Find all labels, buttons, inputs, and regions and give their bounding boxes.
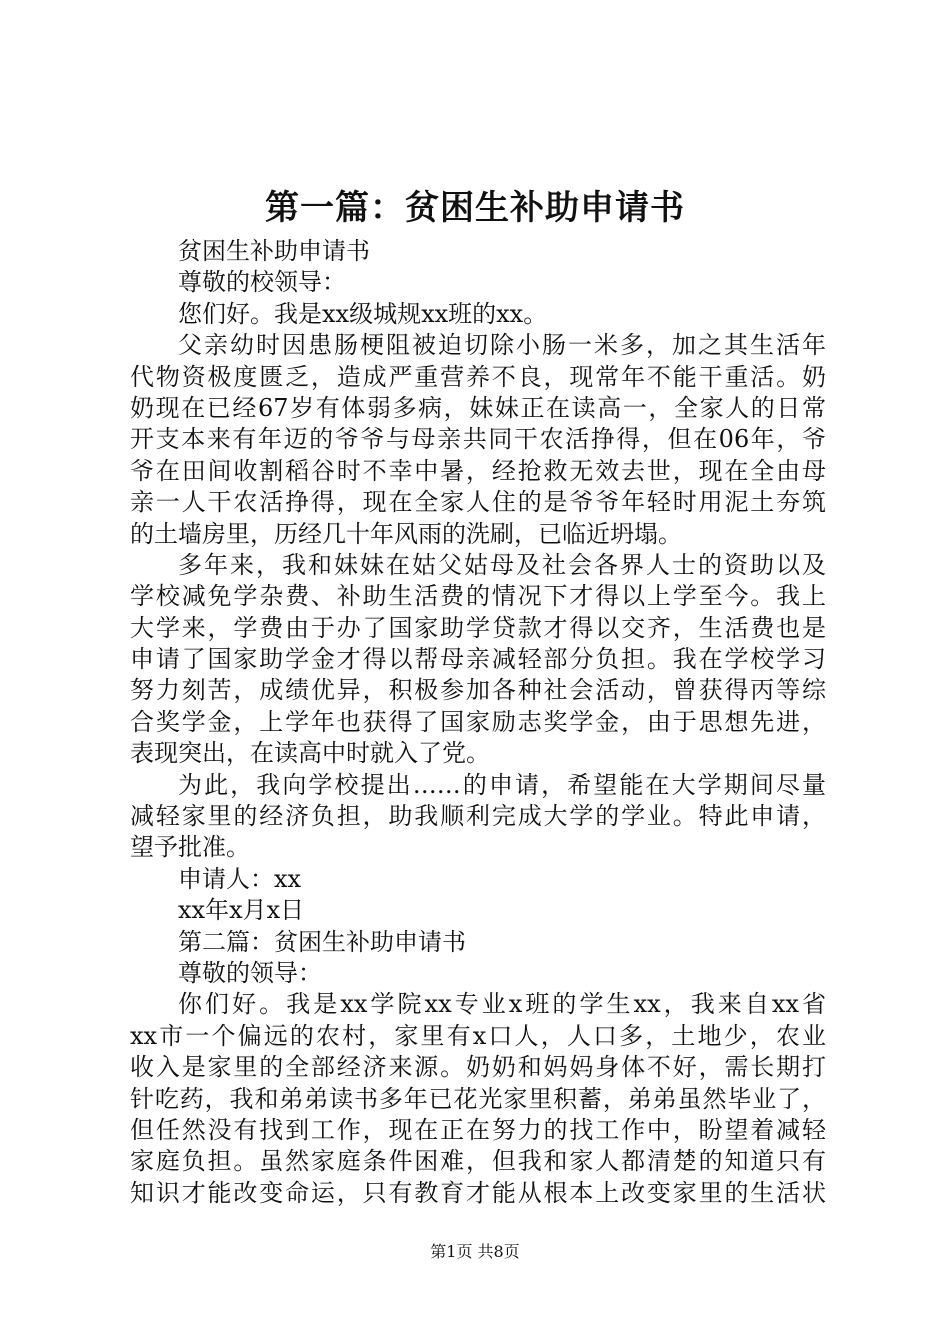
text-line: 你们好。我是xx学院xx专业x班的学生xx，我来自xx省: [178, 990, 826, 1019]
text-line: 知识才能改变命运，只有教育才能从根本上改变家里的生活状: [130, 1178, 826, 1207]
text-line: 的土墙房里，历经几十年风雨的洗刷，已临近坍塌。: [130, 519, 682, 548]
text-line: 收入是家里的全部经济来源。奶奶和妈妈身体不好，需长期打: [130, 1053, 826, 1082]
text-line: 但任然没有找到工作，现在正在努力的找工作中，盼望着减轻: [130, 1115, 826, 1144]
text-line: 家庭负担。虽然家庭条件困难，但我和家人都清楚的知道只有: [130, 1147, 826, 1176]
text-line: 开支本来有年迈的爷爷与母亲共同干农活挣得，但在06年，爷: [130, 425, 826, 454]
text-line: 努力刻苦，成绩优异，积极参加各种社会活动，曾获得丙等综: [130, 676, 826, 705]
date-line: xx年x月x日: [178, 896, 305, 925]
text-line: 奶现在已经67岁有体弱多病，妹妹正在读高一，全家人的日常: [130, 393, 826, 422]
text-line: 大学来，学费由于办了国家助学贷款才得以交齐，生活费也是: [130, 613, 826, 642]
text-line: 望予批准。: [130, 833, 250, 862]
text-line: 尊敬的领导：: [178, 958, 322, 987]
text-line: 为此，我向学校提出……的申请，希望能在大学期间尽量: [178, 770, 826, 799]
text-line: 代物资极度匮乏，造成严重营养不良，现常年不能干重活。奶: [130, 362, 826, 391]
text-line: 多年来，我和妹妹在姑父姑母及社会各界人士的资助以及: [178, 550, 826, 579]
text-line: 表现突出，在读高中时就入了党。: [130, 739, 490, 768]
document-body: [130, 236, 826, 1209]
text-line: 学校减免学杂费、补助生活费的情况下才得以上学至今。我上: [130, 582, 826, 611]
section-heading: 第二篇：贫困生补助申请书: [178, 927, 466, 956]
page-footer: 第1页 共8页: [430, 1242, 520, 1261]
text-line: xx市一个偏远的农村，家里有x口人，人口多，土地少，农业: [130, 1021, 826, 1050]
text-line: 亲一人干农活挣得，现在全家人住的是爷爷年轻时用泥土夯筑: [130, 488, 826, 517]
text-line: 针吃药，我和弟弟读书多年已花光家里积蓄，弟弟虽然毕业了，: [130, 1084, 826, 1113]
text-line: 父亲幼时因患肠梗阻被迫切除小肠一米多，加之其生活年: [178, 331, 826, 360]
text-line: 减轻家里的经济负担，助我顺利完成大学的学业。特此申请，: [130, 802, 826, 831]
text-line: 贫困生补助申请书: [178, 237, 370, 265]
text-line: 申请了国家助学金才得以帮母亲减轻部分负担。我在学校学习: [130, 645, 826, 674]
text-line: 您们好。我是xx级城规xx班的xx。: [178, 299, 548, 328]
text-line: 爷在田间收割稻谷时不幸中暑，经抢救无效去世，现在全由母: [130, 456, 826, 485]
text-line: 合奖学金，上学年也获得了国家励志奖学金，由于思想先进，: [130, 707, 826, 736]
text-line: 尊敬的校领导：: [178, 268, 346, 297]
signature-line: 申请人：xx: [178, 864, 302, 893]
document-title: 第一篇：贫困生补助申请书: [265, 188, 685, 228]
